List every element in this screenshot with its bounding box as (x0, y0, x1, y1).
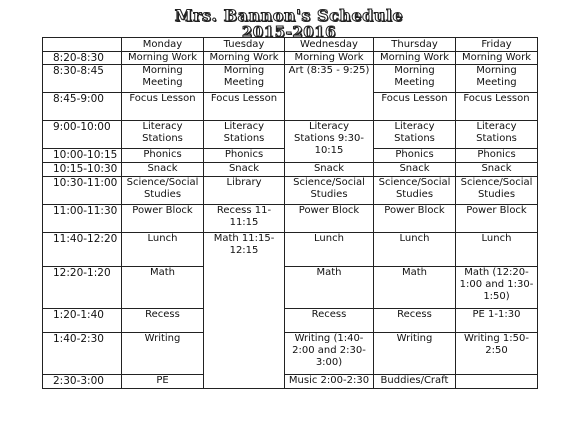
schedule-cell: Music 2:00-2:30 (285, 375, 374, 389)
time-cell: 10:00-10:15 (43, 149, 122, 163)
schedule-cell: Morning Work (285, 52, 374, 65)
schedule-cell: Recess (285, 309, 374, 333)
table-row (43, 163, 538, 177)
time-cell: 1:20-1:40 (43, 309, 122, 333)
schedule-cell: Writing 1:50-2:50 (456, 333, 538, 375)
time-cell: 1:40-2:30 (43, 333, 122, 375)
schedule-cell: Math (374, 267, 456, 309)
schedule-cell: Snack (374, 163, 456, 177)
schedule-cell: Science/Social Studies (456, 177, 538, 205)
day-header: Thursday (374, 38, 456, 52)
day-header: Wednesday (285, 38, 374, 52)
schedule-cell: Snack (122, 163, 204, 177)
schedule-cell: Morning Meeting (122, 65, 204, 93)
schedule-cell: Morning Work (204, 52, 285, 65)
schedule-cell: Art (8:35 - 9:25) (285, 65, 374, 121)
schedule-cell: PE (122, 375, 204, 389)
schedule-cell: Snack (285, 163, 374, 177)
schedule-cell: Focus Lesson (374, 93, 456, 121)
schedule-cell: Literacy Stations (122, 121, 204, 149)
corner-cell (43, 38, 122, 52)
schedule-cell: Literacy Stations (374, 121, 456, 149)
table-row (43, 205, 538, 233)
time-cell: 2:30-3:00 (43, 375, 122, 389)
schedule-cell: Math (122, 267, 204, 309)
day-header: Tuesday (204, 38, 285, 52)
table-row (43, 375, 538, 389)
schedule-cell: PE 1-1:30 (456, 309, 538, 333)
schedule-cell: Literacy Stations (456, 121, 538, 149)
table-row (43, 65, 538, 93)
day-header: Monday (122, 38, 204, 52)
time-cell: 9:00-10:00 (43, 121, 122, 149)
schedule-cell: Snack (204, 163, 285, 177)
schedule-cell: Morning Work (456, 52, 538, 65)
schedule-cell: Buddies/Craft (374, 375, 456, 389)
schedule-cell: Writing (374, 333, 456, 375)
time-cell: 12:20-1:20 (43, 267, 122, 309)
table-row (43, 267, 538, 309)
schedule-cell: Recess (122, 309, 204, 333)
schedule-cell: Morning Meeting (374, 65, 456, 93)
schedule-cell: Power Block (285, 205, 374, 233)
time-cell: 11:40-12:20 (43, 233, 122, 267)
schedule-cell: Power Block (122, 205, 204, 233)
time-cell: 8:20-8:30 (43, 52, 122, 65)
schedule-cell: Morning Work (374, 52, 456, 65)
schedule-cell: Phonics (204, 149, 285, 163)
schedule-cell: Morning Work (122, 52, 204, 65)
table-row (43, 333, 538, 375)
schedule-cell: Power Block (374, 205, 456, 233)
schedule-cell: Science/Social Studies (122, 177, 204, 205)
schedule-cell: Phonics (122, 149, 204, 163)
schedule-cell: Lunch (285, 233, 374, 267)
schedule-cell: Focus Lesson (122, 93, 204, 121)
schedule-cell: Focus Lesson (204, 93, 285, 121)
table-row (43, 177, 538, 205)
schedule-cell: Morning Meeting (456, 65, 538, 93)
schedule-cell: Math 11:15-12:15 (204, 233, 285, 389)
schedule-year: 2015-2016 (241, 23, 337, 41)
time-cell: 8:30-8:45 (43, 65, 122, 93)
table-row (43, 121, 538, 149)
schedule-cell: Lunch (122, 233, 204, 267)
schedule-cell: Writing (122, 333, 204, 375)
schedule-cell: Focus Lesson (456, 93, 538, 121)
time-cell: 10:30-11:00 (43, 177, 122, 205)
table-row (43, 52, 538, 65)
schedule-cell: Recess (374, 309, 456, 333)
schedule-cell: Math (12:20-1:00 and 1:30-1:50) (456, 267, 538, 309)
schedule-cell (456, 375, 538, 389)
schedule-cell: Writing (1:40-2:00 and 2:30-3:00) (285, 333, 374, 375)
header-row (43, 38, 538, 52)
schedule-cell: Recess 11-11:15 (204, 205, 285, 233)
table-row (43, 233, 538, 267)
schedule-cell: Snack (456, 163, 538, 177)
schedule-cell: Lunch (456, 233, 538, 267)
schedule-cell: Science/Social Studies (285, 177, 374, 205)
schedule-cell: Science/Social Studies (374, 177, 456, 205)
schedule-cell: Math (285, 267, 374, 309)
schedule-cell: Power Block (456, 205, 538, 233)
schedule-table (42, 37, 538, 389)
schedule-cell: Lunch (374, 233, 456, 267)
schedule-cell: Library (204, 177, 285, 205)
schedule-title: Mrs. Bannon's Schedule (174, 6, 404, 25)
schedule-cell: Phonics (374, 149, 456, 163)
table-row (43, 309, 538, 333)
schedule-cell: Phonics (456, 149, 538, 163)
schedule-cell: Morning Meeting (204, 65, 285, 93)
time-cell: 11:00-11:30 (43, 205, 122, 233)
time-cell: 8:45-9:00 (43, 93, 122, 121)
schedule-cell: Literacy Stations (204, 121, 285, 149)
time-cell: 10:15-10:30 (43, 163, 122, 177)
schedule-cell: Literacy Stations 9:30-10:15 (285, 121, 374, 163)
day-header: Friday (456, 38, 538, 52)
